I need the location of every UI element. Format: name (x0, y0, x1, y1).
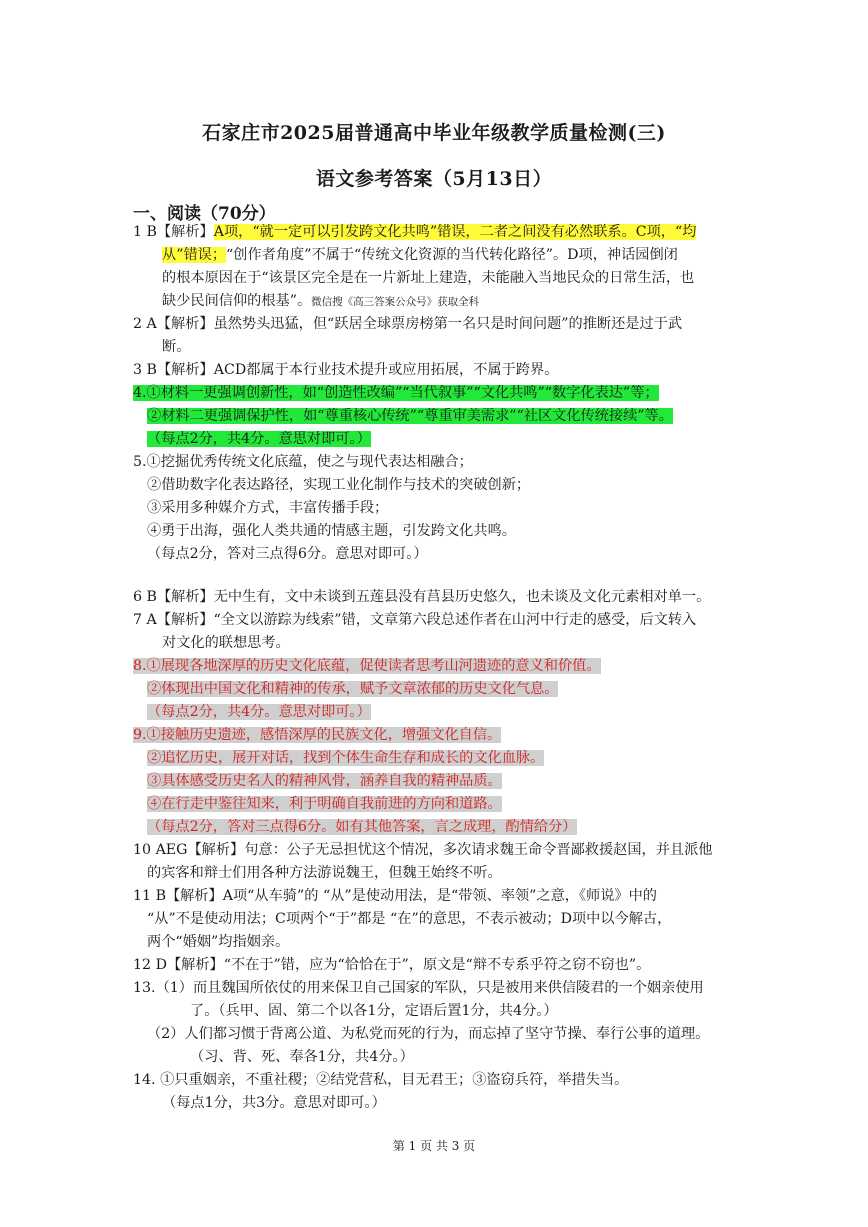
line-text: 2 A【解析】虽然势头迅猛，但“跃居全球票房榜第一名只是时间问题”的推断还是过于武 (133, 316, 683, 332)
answer-line (133, 977, 704, 1000)
answer-line (162, 632, 290, 655)
line-text: ②借助数字化表达路径，实现工业化制作与技术的突破创新； (147, 477, 531, 493)
answer-line (133, 954, 650, 977)
line-text: “创作者角度”不属于“传统文化资源的当代转化路径”。D项，神话园倒闭 (226, 247, 678, 263)
answer-line (147, 428, 371, 451)
line-text: A项，“就一定可以引发跨文化共鸣”错误，二者之间没有必然联系。C项，“均 (213, 224, 697, 240)
line-text: 11 B【解析】A项“从车骑”的 “从”是使动用法，是“带领、率领”之意，《师说》中的 (133, 888, 657, 904)
answer-line (147, 497, 388, 520)
line-text: ②材料二更强调保护性，如“尊重核心传统”“尊重审美需求”“社区文化传统接续”等。 (147, 408, 673, 424)
answer-line (133, 382, 659, 405)
answer-line (133, 655, 601, 678)
line-text: （每点2分，共4分。意思对即可。） (147, 704, 371, 720)
line-text: 6 B【解析】无中生有，文中未谈到五莲县没有莒县历史悠久，也未谈及文化元素相对单一。 (133, 589, 711, 605)
answer-line (162, 290, 479, 314)
line-text: 微信搜《高三答案公众号》获取全科 (311, 296, 480, 308)
answer-line (147, 474, 530, 497)
section-heading: 一、阅读（70分） (133, 204, 276, 224)
line-text: （每点2分，共4分。意思对即可。） (147, 431, 371, 447)
answer-line (133, 1069, 628, 1092)
answer-line (147, 1023, 709, 1046)
page-footer: 第 1 页 共 3 页 (392, 1139, 476, 1153)
line-text: 两个“婚姻”均指姻亲。 (147, 934, 290, 950)
line-text: 12 D【解析】“不在于”错，应为“恰恰在于”，原文是“辩不专系乎符之窃不窃也”。 (133, 957, 651, 973)
answer-line (162, 336, 190, 359)
document-subtitle: 语文参考答案（5月13日） (315, 168, 553, 190)
document-title: 石家庄市2025届普通高中毕业年级教学质量检测(三) (202, 122, 666, 144)
answer-line (147, 816, 577, 839)
answer-line (133, 839, 712, 862)
answer-line (147, 908, 671, 931)
line-text: 断。 (162, 339, 191, 355)
answer-line (133, 609, 696, 632)
line-text: 13.（1）而且魏国所依仗的用来保卫自己国家的军队，只是被用来供信陵君的一个姻亲使用 (133, 980, 704, 996)
answer-line (147, 747, 544, 770)
answer-line (190, 1000, 558, 1023)
answer-line (133, 885, 657, 908)
line-text: 4.①材料一更强调创新性，如“创造性改编”“当代叙事”“文化共鸣”“数字化表达”等； (133, 385, 659, 401)
line-text: 从”错误； (162, 247, 227, 263)
line-text: 5.①挖掘优秀传统文化底蕴，使之与现代表达相融合； (133, 454, 473, 470)
answer-line (162, 244, 678, 267)
line-text: （每点1分，共3分。意思对即可。） (162, 1095, 386, 1111)
line-text: （每点2分，答对三点得6分。如有其他答案，言之成理，酌情给分） (147, 819, 577, 835)
answer-line (133, 221, 696, 244)
answer-line (133, 586, 710, 609)
answer-line (147, 678, 558, 701)
line-text: 3 B【解析】ACD都属于本行业技术提升或应用拓展，不属于跨界。 (133, 362, 559, 378)
line-text: 14. ①只重姻亲，不重社稷；②结党营私，目无君王；③盗窃兵符，举措失当。 (133, 1072, 629, 1088)
line-text: 8.①展现各地深厚的历史文化底蕴，促使读者思考山河遗迹的意义和价值。 (133, 658, 601, 674)
answer-line (133, 724, 501, 747)
line-text: 7 A【解析】“全文以游踪为线索”错，文章第六段总述作者在山河中行走的感受，后文转入 (133, 612, 697, 628)
line-text: 的宾客和辩士们用各种方法游说魏王，但魏王始终不听。 (147, 865, 502, 881)
line-text: 10 AEG【解析】句意：公子无忌担忧这个情况，多次请求魏王命令晋鄙救援赵国，并且派他 (133, 842, 713, 858)
answer-line (162, 1092, 386, 1115)
answer-line (133, 451, 473, 474)
line-text: ②追忆历史，展开对话，找到个体生命生存和成长的文化血脉。 (147, 750, 545, 766)
line-text: （每点2分，答对三点得6分。意思对即可。） (147, 546, 428, 562)
answer-line (147, 701, 371, 724)
line-text: ④勇于出海，强化人类共通的情感主题，引发跨文化共鸣。 (147, 523, 516, 539)
line-text: 缺少民间信仰的根基”。 (162, 293, 312, 309)
line-text: 了。（兵甲、固、第二个以各1分，定语后置1分，共4分。） (190, 1003, 558, 1019)
line-text: 1 B【解析】 (133, 224, 214, 240)
line-text: ③具体感受历史名人的精神风骨，涵养自我的精神品质。 (147, 773, 502, 789)
line-text: （习、背、死、奉各1分，共4分。） (190, 1049, 414, 1065)
line-text: 9.①接触历史遗迹，感悟深厚的民族文化，增强文化自信。 (133, 727, 502, 743)
answer-line (147, 931, 289, 954)
answer-line (190, 1046, 414, 1069)
line-text: ②体现出中国文化和精神的传承，赋予文章浓郁的历史文化气息。 (147, 681, 559, 697)
line-text: “从”不是使动用法；C项两个“于”都是 “在”的意思，不表示被动；D项中以今解古， (147, 911, 672, 927)
answer-line (162, 267, 694, 290)
line-text: （2）人们都习惯于背离公道、为私党而死的行为，而忘掉了坚守节操、奉行公事的道理。 (147, 1026, 710, 1042)
answer-line (147, 770, 502, 793)
line-text: 的根本原因在于“该景区完全是在一片新址上建造，未能融入当地民众的日常生活，也 (162, 270, 695, 286)
answer-line (147, 520, 516, 543)
answer-line (133, 359, 558, 382)
answer-line (147, 862, 502, 885)
line-text: ③采用多种媒介方式，丰富传播手段； (147, 500, 389, 516)
answer-line (147, 543, 428, 566)
answer-line (147, 405, 673, 428)
answer-line (133, 313, 682, 336)
line-text: ④在行走中鉴往知来，利于明确自我前进的方向和道路。 (147, 796, 502, 812)
line-text: 对文化的联想思考。 (162, 635, 290, 651)
answer-line (147, 793, 502, 816)
